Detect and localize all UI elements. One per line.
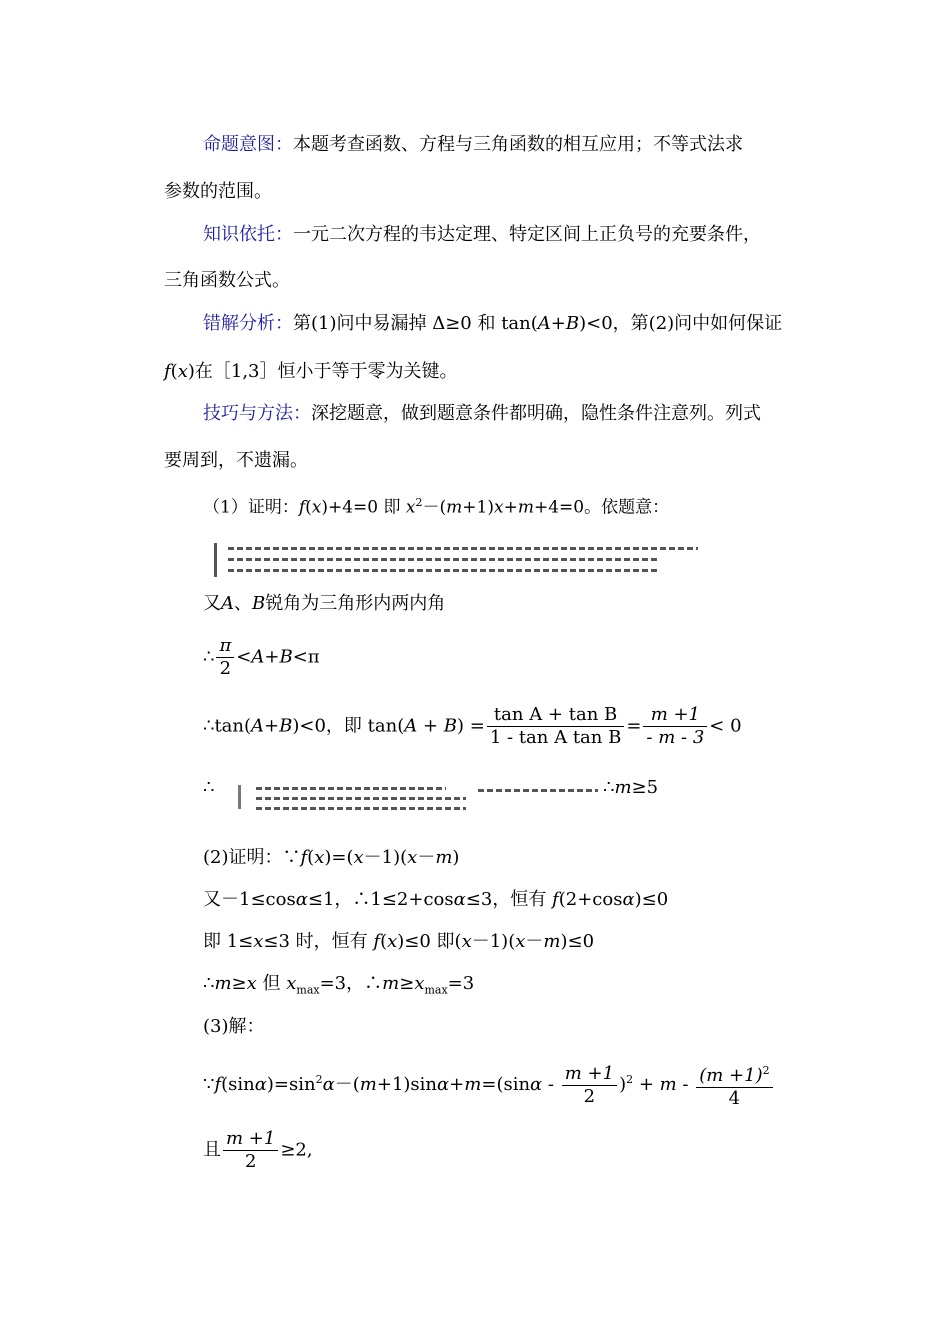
t: ≥ bbox=[231, 973, 247, 994]
interval-line bbox=[203, 930, 594, 954]
t: ( bbox=[380, 931, 388, 952]
t: + bbox=[503, 497, 518, 518]
method-text: 深挖题意，做到题意条件都明确，隐性条件注意列。列式 bbox=[311, 403, 761, 424]
t: α bbox=[322, 1074, 335, 1095]
t: )=( bbox=[324, 847, 354, 868]
t: (2)证明：∵ bbox=[203, 847, 301, 868]
t: α bbox=[622, 889, 635, 910]
cos-line bbox=[203, 888, 668, 912]
sin-line bbox=[203, 1060, 775, 1110]
t: - bbox=[542, 1074, 560, 1095]
var-x: x bbox=[177, 361, 188, 382]
t: 即 1≤ bbox=[203, 931, 254, 952]
t: － bbox=[417, 847, 436, 868]
t: )≤0 即( bbox=[397, 931, 462, 952]
t: f bbox=[298, 497, 306, 518]
t: tan( bbox=[367, 715, 405, 737]
t: ∴ bbox=[203, 777, 215, 798]
t: －( bbox=[422, 497, 447, 518]
t: x bbox=[493, 497, 504, 518]
t: A bbox=[221, 593, 234, 614]
t: x bbox=[314, 847, 325, 868]
t: < bbox=[236, 646, 252, 668]
xmax-line bbox=[203, 972, 474, 1003]
label-basis: 知识依托： bbox=[203, 224, 293, 245]
t: α bbox=[530, 1074, 543, 1095]
t: B bbox=[443, 715, 458, 737]
t: tan A + tan B bbox=[493, 704, 618, 725]
t: 、 bbox=[234, 593, 252, 614]
t: m bbox=[214, 973, 232, 994]
t: f bbox=[552, 889, 559, 910]
func-f: f bbox=[164, 361, 171, 382]
t: =3 bbox=[447, 973, 475, 994]
t: + m - bbox=[633, 1074, 695, 1095]
t: α bbox=[254, 1074, 267, 1095]
proof-2-line bbox=[203, 846, 459, 870]
method-continued: 要周到，不遗漏。 bbox=[164, 450, 308, 471]
t: ( bbox=[307, 847, 315, 868]
t: 1 - tan A tan B bbox=[487, 726, 624, 749]
half-m-frac bbox=[562, 1063, 617, 1108]
t: A bbox=[404, 715, 418, 737]
paren: ( bbox=[170, 361, 178, 382]
t: (m +1) bbox=[699, 1065, 763, 1086]
t: （1）证明： bbox=[203, 497, 299, 518]
t: )=sin bbox=[266, 1074, 316, 1095]
t: + bbox=[449, 1074, 465, 1095]
t: ≥ bbox=[399, 973, 415, 994]
t: m +1 bbox=[564, 1062, 615, 1084]
paragraph-error bbox=[203, 312, 782, 336]
t: m bbox=[359, 1074, 377, 1095]
t: x bbox=[407, 847, 418, 868]
t: ) bbox=[619, 1074, 627, 1095]
t: f bbox=[214, 1074, 222, 1095]
t: )≤0 bbox=[634, 889, 669, 910]
t: ∵ bbox=[203, 1074, 215, 1095]
t: 2 bbox=[562, 1085, 617, 1108]
t: A bbox=[251, 646, 265, 668]
t: 2 bbox=[626, 1073, 634, 1086]
t: m bbox=[614, 777, 632, 798]
basis-continued: 三角函数公式。 bbox=[164, 270, 290, 291]
t: α bbox=[453, 889, 466, 910]
t: (sin bbox=[496, 1074, 531, 1095]
t: x bbox=[461, 931, 472, 952]
t: ) bbox=[452, 847, 460, 868]
t: m bbox=[382, 973, 400, 994]
t: ) = bbox=[457, 715, 485, 737]
paragraph-intent bbox=[203, 133, 743, 157]
blurred-inequality-image bbox=[238, 781, 608, 811]
error-text-e: )<0，第(2)问中如何保证 bbox=[579, 313, 783, 334]
t: f bbox=[300, 847, 308, 868]
t: 4 bbox=[696, 1087, 772, 1110]
t: (sin bbox=[221, 1074, 255, 1095]
t: ≤1，∴1≤2+cos bbox=[307, 889, 454, 910]
intent-continued: 参数的范围。 bbox=[164, 181, 272, 202]
t: ∴ bbox=[203, 646, 215, 668]
t: ∴ bbox=[203, 973, 215, 994]
t: 2 bbox=[216, 657, 234, 680]
var-b: B bbox=[565, 313, 580, 334]
label-method: 技巧与方法： bbox=[203, 403, 311, 424]
pi-over-2 bbox=[216, 635, 234, 680]
t: x bbox=[405, 497, 416, 518]
t: 但 bbox=[256, 973, 287, 994]
t bbox=[696, 1060, 772, 1087]
quarter-frac bbox=[696, 1060, 772, 1110]
t: + bbox=[417, 715, 444, 737]
tan-sum-frac bbox=[487, 704, 624, 749]
t: ≤3，恒有 bbox=[465, 889, 553, 910]
t: ≤3 时，恒有 bbox=[263, 931, 374, 952]
var-a: A bbox=[537, 313, 551, 334]
t: x bbox=[253, 931, 264, 952]
t: + bbox=[264, 646, 280, 668]
t: = bbox=[481, 1074, 497, 1095]
proof-1-line: （1）证明：f(x)+4=0 即 $x^2-(m+1)x+m+4=0$。依题意： bbox=[203, 496, 670, 518]
label-intent: 命题意图： bbox=[203, 134, 293, 155]
t: －1)( bbox=[471, 931, 516, 952]
t: max bbox=[296, 983, 320, 997]
t: 2 bbox=[415, 496, 423, 509]
t: － bbox=[525, 931, 544, 952]
paragraph-method bbox=[203, 402, 761, 426]
t: x bbox=[515, 931, 526, 952]
t: 2 bbox=[223, 1150, 278, 1173]
t: (2+cos bbox=[558, 889, 623, 910]
t: B bbox=[279, 715, 293, 737]
m-ge-5 bbox=[603, 776, 658, 800]
error-continued bbox=[164, 360, 458, 384]
t: x bbox=[286, 973, 297, 994]
t: )+4=0 即 bbox=[321, 497, 406, 518]
t: ≥2, bbox=[280, 1139, 313, 1161]
t: x bbox=[311, 497, 322, 518]
t: α bbox=[437, 1074, 450, 1095]
angle-sum-line bbox=[203, 635, 320, 680]
intent-text: 本题考查函数、方程与三角函数的相互应用；不等式法求 bbox=[293, 134, 743, 155]
t: B bbox=[252, 593, 266, 614]
t: +1) bbox=[462, 497, 494, 518]
t: α bbox=[295, 889, 308, 910]
t: x bbox=[246, 973, 257, 994]
inequality-system-image bbox=[214, 543, 704, 577]
t: )<0，即 bbox=[292, 715, 368, 737]
t: = bbox=[626, 715, 642, 737]
m-frac bbox=[643, 704, 707, 749]
tan-line bbox=[203, 704, 742, 749]
error-cont-text: )在［1,3］恒小于等于零为关键。 bbox=[187, 361, 458, 382]
t: <π bbox=[292, 646, 320, 668]
t: m +1 bbox=[650, 704, 701, 725]
part-3-label: (3)解： bbox=[203, 1016, 265, 1037]
t: )≤0 bbox=[560, 931, 595, 952]
t: < 0 bbox=[709, 715, 742, 737]
t: ≥5 bbox=[631, 777, 659, 798]
therefore-line-5 bbox=[203, 776, 214, 800]
error-text-a: 第(1)问中易漏掉 Δ≥0 和 tan( bbox=[293, 313, 538, 334]
t: 2 bbox=[315, 1073, 323, 1086]
t: m bbox=[543, 931, 561, 952]
t: f bbox=[373, 931, 381, 952]
t: 2 bbox=[762, 1064, 770, 1077]
t: +1)sin bbox=[376, 1074, 438, 1095]
t: m bbox=[517, 497, 534, 518]
t: x bbox=[353, 847, 364, 868]
t: 又 bbox=[203, 593, 221, 614]
t: m bbox=[446, 497, 463, 518]
t: －1)( bbox=[363, 847, 408, 868]
m-half-frac bbox=[223, 1128, 278, 1173]
condition-line bbox=[203, 1128, 313, 1173]
t: π bbox=[219, 635, 232, 656]
t: 且 bbox=[203, 1139, 221, 1161]
t: －( bbox=[334, 1074, 360, 1095]
t: max bbox=[424, 983, 448, 997]
t: x bbox=[414, 973, 425, 994]
t: 又－1≤cos bbox=[203, 889, 296, 910]
t: x bbox=[387, 931, 398, 952]
t: m bbox=[464, 1074, 482, 1095]
basis-text: 一元二次方程的韦达定理、特定区间上正负号的充要条件， bbox=[293, 224, 761, 245]
t: A bbox=[251, 715, 265, 737]
t: =3，∴ bbox=[319, 973, 383, 994]
t: - m - 3 bbox=[643, 726, 707, 749]
paragraph-basis bbox=[203, 223, 761, 247]
t: m +1 bbox=[226, 1128, 276, 1149]
t: +4=0。依题意： bbox=[533, 497, 670, 518]
t: B bbox=[279, 646, 293, 668]
t: 锐角为三角形内两内角 bbox=[265, 593, 446, 614]
t: m bbox=[435, 847, 453, 868]
t: ∴tan( bbox=[203, 715, 252, 737]
t: + bbox=[264, 715, 280, 737]
angles-line bbox=[203, 592, 445, 616]
label-error: 错解分析： bbox=[203, 313, 293, 334]
t: ∴ bbox=[603, 777, 615, 798]
plus: + bbox=[550, 313, 566, 334]
